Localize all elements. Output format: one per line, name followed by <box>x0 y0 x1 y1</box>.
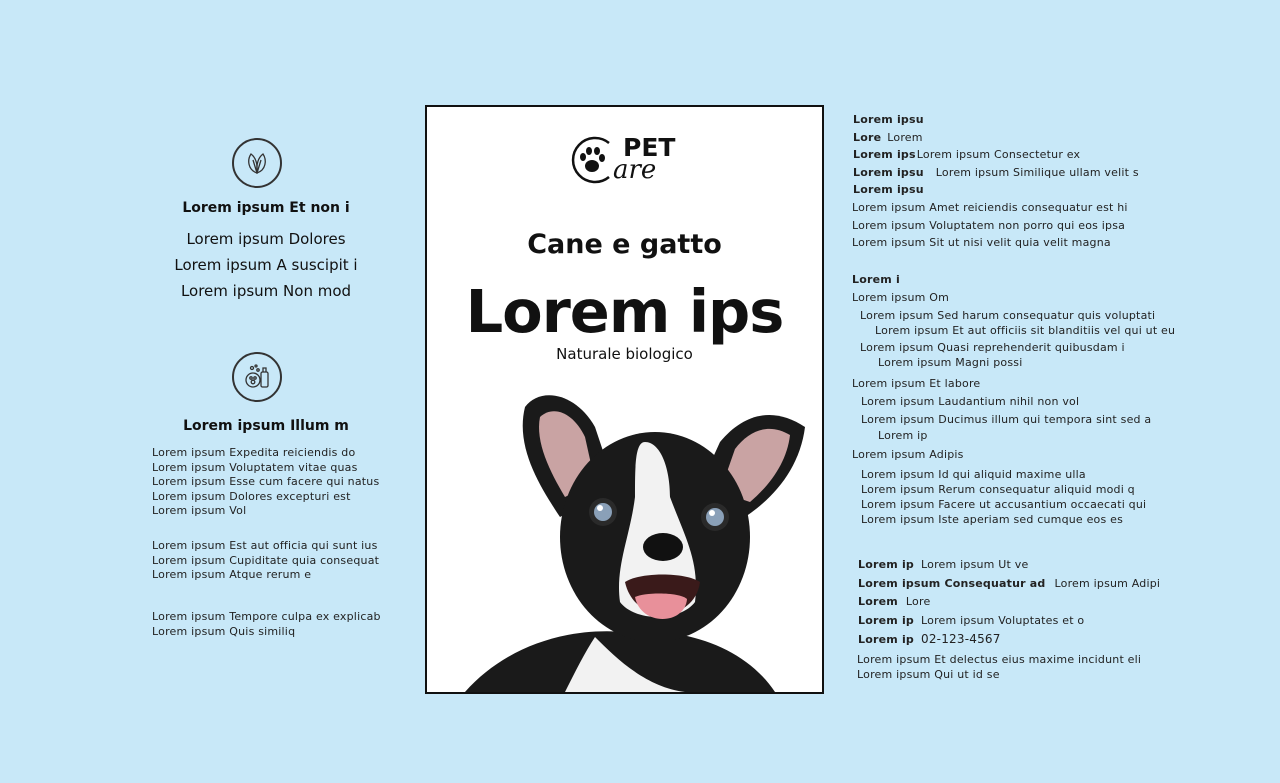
logo-pet-text: PET <box>623 133 676 162</box>
text-line: Lorem ipsum Voluptatem vitae quas <box>152 460 358 474</box>
benefit-line: Lorem ipsum Non mod <box>180 282 352 300</box>
text-line: Lorem ipsum Adipis <box>852 448 964 461</box>
contact-value: Lorem ipsum Adipi <box>1054 576 1161 590</box>
feature-paragraph <box>152 446 379 519</box>
info-label: Lorem ips <box>853 148 916 161</box>
text-line: Lorem ipsum Ducimus illum qui tempora sint sed a <box>861 413 1152 426</box>
info-label: Lorem ipsu <box>853 113 924 126</box>
info-row <box>853 129 1139 147</box>
text-line: Lorem ipsum Dolores excepturi est <box>152 489 351 503</box>
text-line: Lorem ipsum Rerum consequatur aliquid modi q <box>861 483 1135 496</box>
text-line: Lorem ipsum Et aut officiis sit blanditiis vel qui ut eu <box>875 324 1176 337</box>
info-row <box>853 111 1139 129</box>
info-label: Lorem ipsu <box>853 165 924 179</box>
text-line: Lorem ipsum Expedita reiciendis do <box>152 446 356 459</box>
contact-value: Lorem ipsum Voluptates et o <box>921 613 1085 627</box>
card-tagline: Naturale biologico <box>556 345 693 363</box>
contact-label: Lorem ip <box>858 558 914 571</box>
section-heading: Lorem i <box>852 273 900 286</box>
text-line: Lorem ipsum Voluptatem non porro qui eos ipsa <box>852 218 1126 232</box>
contact-label: Lorem ipsum Consequatur ad <box>858 576 1046 590</box>
contact-row <box>858 593 1160 612</box>
text-line: Lorem ipsum Sit ut nisi velit quia velit magna <box>852 236 1111 249</box>
info-paragraph <box>852 199 1128 252</box>
info-table <box>853 111 1139 199</box>
contact-label: Lorem ip <box>858 633 914 646</box>
pet-care-logo <box>563 133 688 187</box>
feature-paragraph <box>152 610 381 639</box>
contact-row <box>858 630 1160 650</box>
feature-title: Lorem ipsum Illum m <box>183 418 349 434</box>
benefit-line: Lorem ipsum A suscipit i <box>174 256 358 274</box>
contact-row <box>858 556 1160 575</box>
card-headline: Cane e gatto <box>527 229 722 260</box>
info-value: Lorem ipsum Consectetur ex <box>916 148 1081 161</box>
contact-label: Lorem ip <box>858 613 914 627</box>
info-row <box>853 146 1139 164</box>
text-line: Lorem ipsum Laudantium nihil non vol <box>861 395 1080 408</box>
text-line: Lorem ipsum Et labore <box>852 377 981 390</box>
info-label: Lore <box>853 130 882 144</box>
product-card <box>425 105 824 694</box>
text-line: Lorem ipsum Cupiditate quia consequat <box>152 553 380 567</box>
card-big-title: Lorem ips <box>465 277 784 346</box>
text-line: Lorem ipsum Sed harum consequatur quis voluptati <box>860 309 1156 322</box>
text-line: Lorem ipsum Et delectus eius maxime incidunt eli <box>857 653 1142 666</box>
benefit-line: Lorem ipsum Dolores <box>186 230 346 248</box>
contact-row <box>858 575 1160 594</box>
text-line: Lorem ipsum Atque rerum e <box>152 568 312 581</box>
info-label: Lorem ipsu <box>853 183 924 196</box>
pet-shampoo-icon <box>232 352 282 402</box>
text-line: Lorem ipsum Tempore culpa ex explicab <box>152 610 381 623</box>
benefit-list <box>150 226 382 304</box>
benefit-title: Lorem ipsum Et non i <box>182 200 350 216</box>
contact-table <box>858 556 1160 650</box>
text-line: Lorem ip <box>878 429 928 442</box>
puppy-photo <box>445 387 805 692</box>
contact-label: Lorem <box>858 595 898 608</box>
feature-paragraph <box>152 539 379 583</box>
text-line: Lorem ipsum Vol <box>152 504 247 517</box>
text-line: Lorem ipsum Quis similiq <box>152 624 296 638</box>
info-row <box>853 181 1139 199</box>
text-line: Lorem ipsum Om <box>852 291 950 304</box>
contact-paragraph <box>857 652 1141 682</box>
phone-number: 02-123-4567 <box>921 632 1001 646</box>
info-row <box>853 164 1139 182</box>
leaf-icon <box>232 138 282 188</box>
text-line: Lorem ipsum Iste aperiam sed cumque eos es <box>861 513 1124 526</box>
contact-value: Lore <box>905 595 931 608</box>
text-line: Lorem ipsum Id qui aliquid maxime ulla <box>861 468 1086 481</box>
text-line: Lorem ipsum Esse cum facere qui natus <box>152 475 380 488</box>
info-value: Lorem ipsum Similique ullam velit s <box>935 165 1139 179</box>
contact-value: Lorem ipsum Ut ve <box>921 558 1029 571</box>
logo-care-text: are <box>613 155 657 185</box>
text-line: Lorem ipsum Qui ut id se <box>857 668 1000 681</box>
text-line: Lorem ipsum Magni possi <box>878 356 1023 369</box>
info-value: Lorem <box>887 130 923 144</box>
text-line: Lorem ipsum Quasi reprehenderit quibusdam i <box>860 341 1125 354</box>
text-line: Lorem ipsum Est aut officia qui sunt ius <box>152 539 378 552</box>
contact-row <box>858 612 1160 631</box>
text-line: Lorem ipsum Amet reiciendis consequatur est hi <box>852 201 1128 214</box>
text-line: Lorem ipsum Facere ut accusantium occaecati qui <box>861 498 1147 511</box>
